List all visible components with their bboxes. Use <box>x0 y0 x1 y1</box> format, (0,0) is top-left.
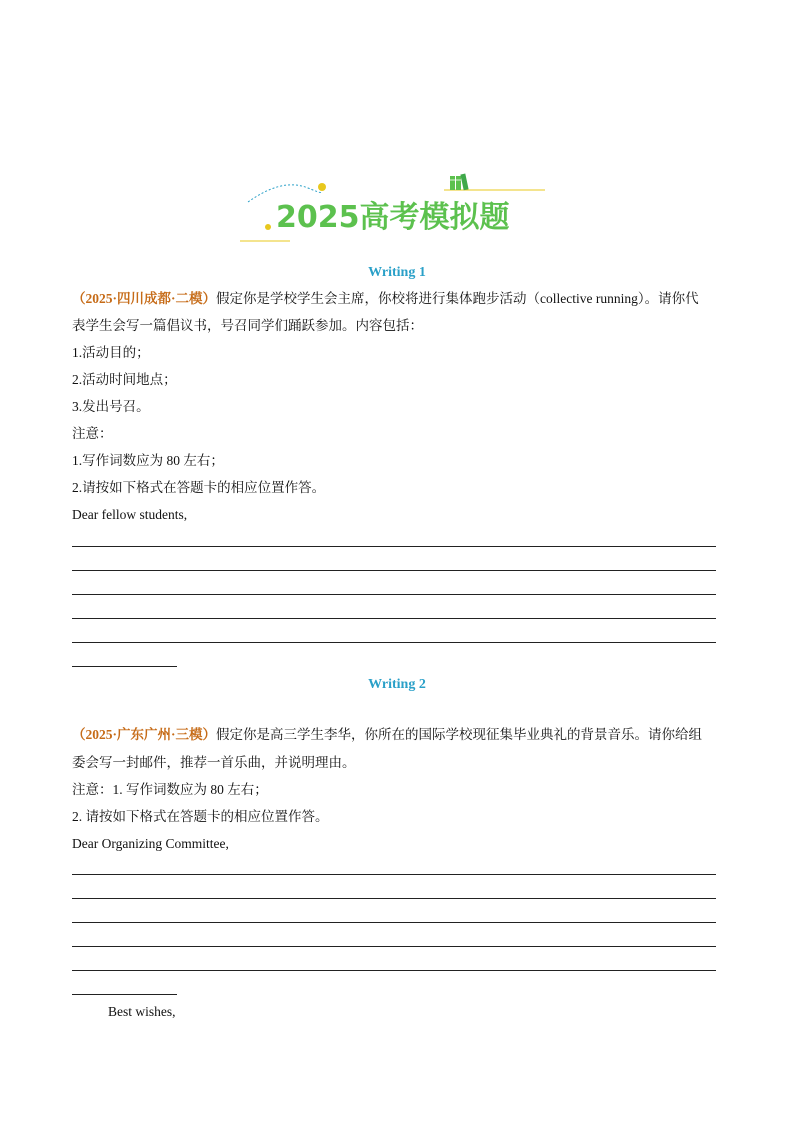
writing2-answer-line <box>72 970 716 971</box>
writing2-prompt-line2: 委会写一封邮件，推荐一首乐曲，并说明理由。 <box>72 755 356 770</box>
writing1-prompt-text1: 假定你是学校学生会主席，你校将进行集体跑步活动（collective running）。请你代 <box>216 291 699 306</box>
writing1-answer-line-short <box>72 666 177 667</box>
writing2-heading: Writing 2 <box>368 677 426 692</box>
writing1-source: （2025·四川成都·二模） <box>72 291 217 306</box>
writing1-note2: 2.请按如下格式在答题卡的相应位置作答。 <box>72 480 326 495</box>
writing1-item2: 2.活动时间地点； <box>72 372 177 387</box>
writing1-heading: Writing 1 <box>368 265 426 280</box>
writing1-prompt-line1 <box>72 289 722 309</box>
writing1-answer-line <box>72 618 716 619</box>
writing1-answer-line <box>72 546 716 547</box>
writing2-source: （2025·广东广州·三模） <box>72 727 217 742</box>
writing2-answer-line <box>72 922 716 923</box>
writing1-answer-line <box>72 594 716 595</box>
writing1-note-label: 注意： <box>72 426 113 441</box>
writing2-answer-line-short <box>72 994 177 995</box>
writing2-prompt-line1 <box>72 725 722 745</box>
writing2-note1: 注意：1. 写作词数应为 80 左右； <box>72 782 268 797</box>
writing1-item3: 3.发出号召。 <box>72 399 150 414</box>
writing2-prompt-text1: 假定你是高三学生李华，你所在的国际学校现征集毕业典礼的背景音乐。请你给组 <box>216 727 703 742</box>
writing1-salutation: Dear fellow students, <box>72 507 188 522</box>
writing2-answer-line <box>72 898 716 899</box>
writing1-note1: 1.写作词数应为 80 左右； <box>72 453 224 468</box>
writing2-salutation: Dear Organizing Committee, <box>72 836 229 851</box>
writing2-closing: Best wishes, <box>108 1004 176 1019</box>
writing1-item1: 1.活动目的； <box>72 345 150 360</box>
writing2-note2: 2. 请按如下格式在答题卡的相应位置作答。 <box>72 809 329 824</box>
page-title: 2025高考模拟题 <box>276 200 510 235</box>
books-icon <box>450 174 469 191</box>
title-banner <box>238 170 558 250</box>
writing1-answer-line <box>72 642 716 643</box>
writing1-prompt-line2: 表学生会写一篇倡议书，号召同学们踊跃参加。内容包括： <box>72 318 423 333</box>
writing2-answer-line <box>72 946 716 947</box>
writing2-answer-line <box>72 874 716 875</box>
writing1-answer-line <box>72 570 716 571</box>
